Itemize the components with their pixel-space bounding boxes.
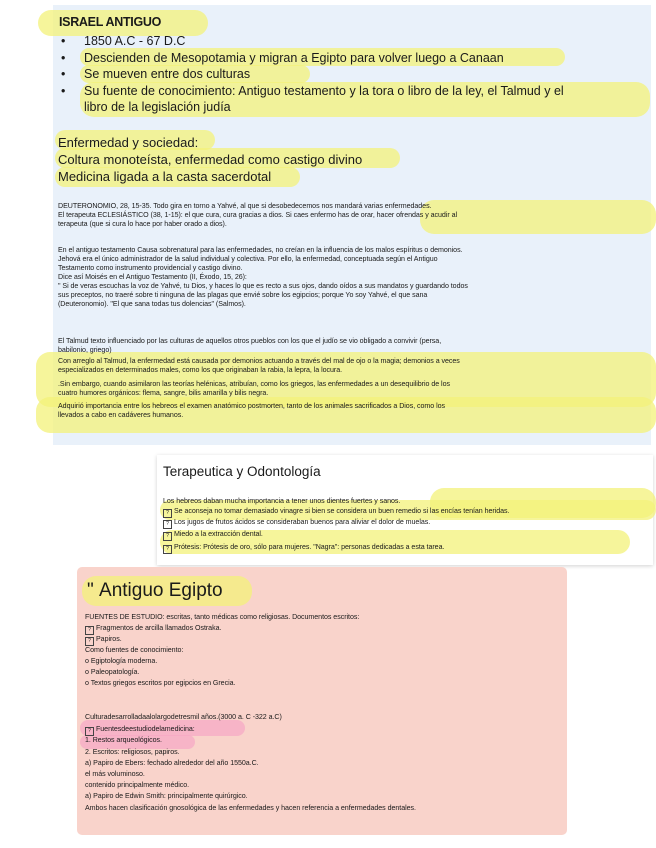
at-line: Dice así Moisés en el Antiguo Testamento (II, Éxodo, 15, 26): — [58, 273, 247, 281]
talmud-line: Adquirió importancia entre los hebreos el examen anatómico postmorten, tanto de los animales sacrificados a Dios, como los — [58, 402, 446, 410]
israel-bullet: • Descienden de Mesopotamia y migran a Egipto para volver luego a Canaan — [61, 51, 504, 65]
israel-bullet-continuation: libro de la legislación judía — [84, 100, 231, 114]
talmud-line: El Talmud texto influenciado por las culturas de aquellos otros pueblos con los que el judío se vio obligado a convivir (persa, — [58, 337, 442, 345]
society-line: Medicina ligada a la casta sacerdotal — [58, 169, 272, 184]
society-line: Coltura monoteísta, enfermedad como castigo divino — [58, 152, 363, 167]
egipto-fuentes-item: ? Fragmentos de arcilla llamados Ostraka. — [85, 624, 221, 635]
egipto-como-item: o Egiptología moderna. — [85, 657, 158, 665]
missing-glyph-icon: ? — [163, 509, 172, 518]
deut-line: terapeuta (que si cura lo hace por haber orado a dios). — [58, 220, 227, 228]
talmud-line: llevados a cabo en cadáveres humanos. — [58, 411, 184, 419]
israel-bullet: • Se mueven entre dos culturas — [61, 67, 251, 81]
egipto-med-line: Ambos hacen clasificación gnosológica de las enfermedades y hacen referencia a enfermedades dentales. — [85, 804, 416, 812]
egipto-fuentes-med: ? Fuentesdeestudiodelamedicina: — [85, 725, 195, 736]
egipto-como-item: o Paleopatología. — [85, 668, 140, 676]
israel-title: ISRAEL ANTIGUO — [59, 15, 162, 29]
missing-glyph-icon: ? — [85, 637, 94, 646]
missing-glyph-icon: ? — [85, 727, 94, 736]
egipto-med-line: contenido principalmente médico. — [85, 781, 190, 789]
egipto-como-heading: Como fuentes de conocimiento: — [85, 646, 184, 654]
at-line: " Si de veras escuchas la voz de Yahvé, tu Dios, y haces lo que es recto a sus ojos, dando oídos a sus mandatos y guardando todos — [58, 282, 468, 290]
egipto-med-line: a) Papiro de Ebers: fechado alrededor del año 1550a.C. — [85, 759, 259, 767]
at-line: sus preceptos, no traeré sobre ti ninguna de las plagas que envié sobre los egipcios; porque Yo soy Yahvé, el que sana — [58, 291, 428, 299]
egipto-cultura: Culturadesarrolladaalolargodetresmil años.(3000 a. C -322 a.C) — [85, 713, 282, 721]
deut-line: DEUTERONOMIO, 28, 15-35. Todo gira en torno a Yahvé, al que si desobedecemos nos mandará varias enfermedades. — [58, 202, 432, 210]
talmud-line: .Sin embargo, cuando asimilaron las teorías helénicas, atribuían, como los griegos, las enfermedades a un desequilibrio de los — [58, 380, 450, 388]
egipto-title: " Antiguo Egipto — [87, 580, 223, 601]
deut-line: El terapeuta ECLESIÁSTICO (38, 1-15): el que cura, cura gracias a dios. Si caes enfermo has de orar, hacer ofrendas y acudir al — [58, 211, 457, 219]
egipto-fuentes-item: ? Papiros. — [85, 635, 122, 646]
egipto-med-line: a) Papiro de Edwin Smith: principalmente quirúrgico. — [85, 792, 248, 800]
talmud-line: babilonio, griego) — [58, 346, 112, 354]
terapeutica-title: Terapeutica y Odontología — [163, 464, 321, 479]
egipto-como-item: o Textos griegos escritos por egipcios en Grecia. — [85, 679, 236, 687]
missing-glyph-icon: ? — [163, 545, 172, 554]
egipto-med-line: 1. Restos arqueológicos. — [85, 736, 162, 744]
at-line: Jehová era el único administrador de la salud individual y colectiva. Por ello, la enfermedad, conceptuada según el Antiguo — [58, 255, 438, 263]
missing-glyph-icon: ? — [163, 520, 172, 529]
quote-mark: " — [87, 580, 94, 601]
egipto-fuentes: FUENTES DE ESTUDIO: escritas, tanto médicas como religiosas. Documentos escritos: — [85, 613, 360, 621]
at-line: (Deuteronomio). "El que sana todas tus dolencias" (Salmos). — [58, 300, 246, 308]
egipto-med-line: el más voluminoso. — [85, 770, 145, 778]
talmud-line: Con arreglo al Talmud, la enfermedad está causada por demonios actuando a través del mal de ojo o la magia; demonios a veces — [58, 357, 460, 365]
missing-glyph-icon: ? — [163, 532, 172, 541]
at-line: En el antiguo testamento Causa sobrenatural para las enfermedades, no creían en la influencia de los malos espíritus o demonios. — [58, 246, 463, 254]
missing-glyph-icon: ? — [85, 626, 94, 635]
society-heading: Enfermedad y sociedad: — [58, 135, 199, 150]
talmud-line: especializados en determinados males, como los que originaban la rabia, la lepra, la locura. — [58, 366, 343, 374]
terapeutica-item: ? Miedo a la extracción dental. — [163, 530, 263, 541]
israel-bullet: • Su fuente de conocimiento: Antiguo testamento y la tora o libro de la ley, el Talmud y el — [61, 84, 564, 98]
terapeutica-item: ? Prótesis: Prótesis de oro, sólo para mujeres. "Nagra": personas dedicadas a esta tarea. — [163, 543, 444, 554]
egipto-med-line: 2. Escritos: religiosos, papiros. — [85, 748, 180, 756]
terapeutica-item: ? Se aconseja no tomar demasiado vinagre si bien se considera un buen remedio si las encías tenían heridas. — [163, 507, 509, 518]
israel-bullet: • 1850 A.C - 67 D.C — [61, 34, 186, 48]
terapeutica-intro: Los hebreos daban mucha importancia a tener unos dientes fuertes y sanos. — [163, 497, 401, 505]
at-line: Testamento como instrumento providencial y castigo divino. — [58, 264, 243, 272]
talmud-line: cuatro humores orgánicos: flema, sangre, bilis amarilla y bilis negra. — [58, 389, 269, 397]
terapeutica-item: ? Los jugos de frutos ácidos se consideraban buenos para aliviar el dolor de muelas. — [163, 518, 430, 529]
